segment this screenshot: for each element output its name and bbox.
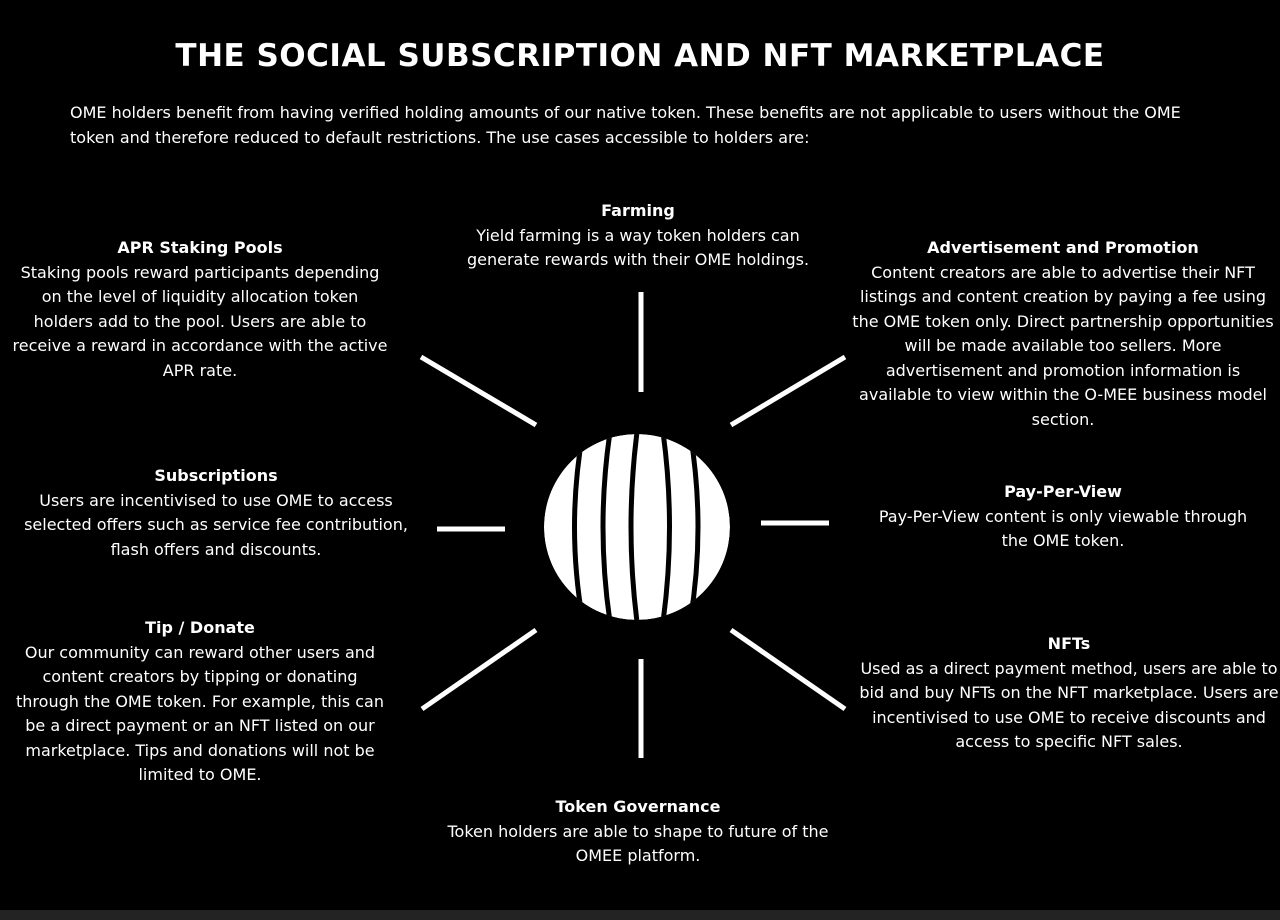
governance-heading: Token Governance xyxy=(555,797,721,816)
ppv-heading: Pay-Per-View xyxy=(1004,482,1122,501)
tip-body: Our community can reward other users and content creators by tipping or donating through the OME token. For example, this can be a direct payment or an NFT listed on our marketplace. Tips and donations will not be limited to OME. xyxy=(16,642,384,784)
use-case-apr-staking-pools xyxy=(10,236,390,383)
apr-heading: APR Staking Pools xyxy=(117,238,283,257)
tip-heading: Tip / Donate xyxy=(145,618,255,637)
advertisement-body: Content creators are able to advertise their NFT listings and content creation by paying a fee using the OME token only. Direct partnership opportunities will be made available too sellers. More advertisement and promotion information is available to view within the O-MEE business model section. xyxy=(852,262,1274,429)
use-case-subscriptions xyxy=(16,464,416,562)
nfts-body: Used as a direct payment method, users are able to bid and buy NFTs on the NFT marketplace. Users are incentivised to use OME to receive discounts and access to specific NFT sales. xyxy=(859,658,1279,751)
subscriptions-heading: Subscriptions xyxy=(154,466,278,485)
advertisement-heading: Advertisement and Promotion xyxy=(927,238,1199,257)
ray-advertisement xyxy=(731,357,845,425)
ppv-body: Pay-Per-View content is only viewable through the OME token. xyxy=(878,506,1248,550)
ray-nfts xyxy=(731,630,845,709)
use-case-advertisement-promotion xyxy=(852,236,1274,432)
use-case-tip-donate xyxy=(10,616,390,788)
farming-body: Yield farming is a way token holders can generate rewards with their OME holdings. xyxy=(466,225,810,269)
use-case-nfts xyxy=(858,632,1280,755)
use-case-farming xyxy=(440,199,836,273)
subscriptions-body: Users are incentivised to use OME to access selected offers such as service fee contribution, flash offers and discounts. xyxy=(24,490,408,559)
use-case-pay-per-view xyxy=(870,480,1256,554)
governance-body: Token holders are able to shape to future of the OMEE platform. xyxy=(447,821,829,865)
ome-logo-icon xyxy=(544,432,730,622)
intro-paragraph: OME holders benefit from having verified holding amounts of our native token. These benefits are not applicable to users without the OME token and therefore reduced to default restrictions. The use cases accessible to holders are: xyxy=(70,103,1181,147)
farming-heading: Farming xyxy=(601,201,675,220)
ray-apr xyxy=(421,357,536,425)
page-title: THE SOCIAL SUBSCRIPTION AND NFT MARKETPLACE xyxy=(175,38,1105,74)
nfts-heading: NFTs xyxy=(1047,634,1091,653)
bottom-border xyxy=(0,910,1280,920)
use-case-token-governance xyxy=(440,795,836,869)
ray-tip xyxy=(422,630,536,709)
apr-body: Staking pools reward participants depending on the level of liquidity allocation token holders add to the pool. Users are able to receive a reward in accordance with the active APR rate. xyxy=(12,262,388,380)
